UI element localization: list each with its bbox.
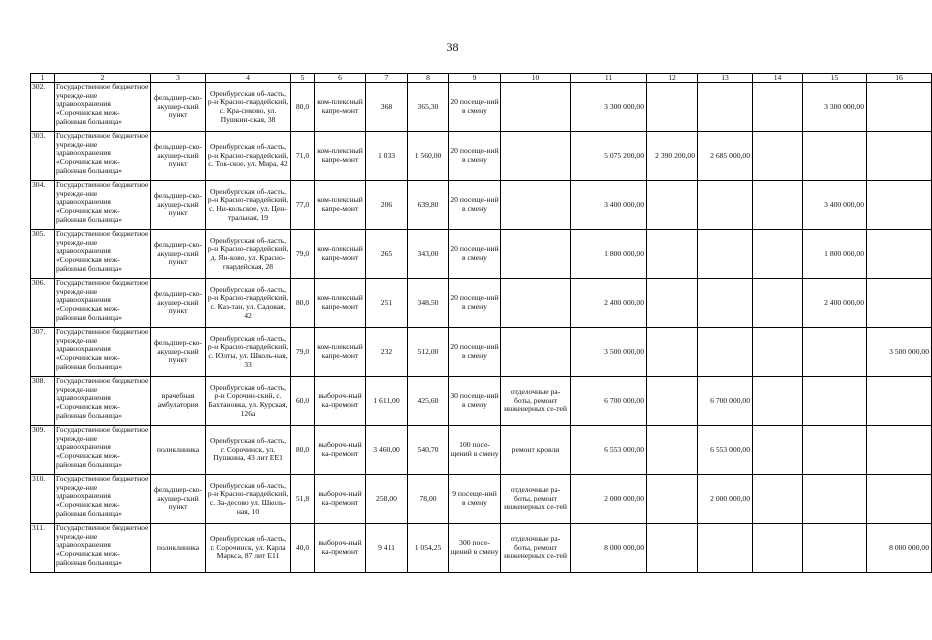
table-cell-col-16 [867, 377, 932, 426]
table-cell-col-9: 20 посеще-ний в смену [449, 132, 501, 181]
table-cell-col-13 [698, 524, 753, 573]
table-cell-col-1: 307. [31, 328, 55, 377]
table-cell-col-2: Государственное бюджетное учрежде-ние здравоохранения «Сорочинская меж-районная больница» [55, 377, 151, 426]
table-cell-col-3: фельдшер-ско-акушер-ский пункт [151, 279, 206, 328]
table-cell-col-15: 3 300 000,00 [803, 83, 867, 132]
table-cell-col-10 [501, 279, 571, 328]
table-cell-col-6: ком-плексный капре-монт [315, 230, 366, 279]
table-cell-col-3: фельдшер-ско-акушер-ский пункт [151, 181, 206, 230]
table-cell-col-4: Оренбургская об-ласть, р-н Красно-гвардейский, д. Ян-ково, ул. Красно-гвардейская, 28 [206, 230, 291, 279]
table-cell-col-3: врачебная амбулатория [151, 377, 206, 426]
table-cell-col-7: 1 611,00 [366, 377, 408, 426]
table-cell-col-15 [803, 524, 867, 573]
table-cell-col-8: 1 560,00 [408, 132, 449, 181]
table-cell-col-16 [867, 230, 932, 279]
table-cell-col-15: 2 400 000,00 [803, 279, 867, 328]
table-cell-col-1: 308. [31, 377, 55, 426]
table-cell-col-11: 5 075 200,00 [571, 132, 647, 181]
table-cell-col-7: 368 [366, 83, 408, 132]
column-header: 1 [31, 74, 55, 83]
table-cell-col-5: 79,0 [291, 230, 315, 279]
table-cell-col-12: 2 390 200,00 [647, 132, 698, 181]
table-cell-col-7: 9 411 [366, 524, 408, 573]
table-cell-col-16 [867, 426, 932, 475]
table-cell-col-14 [753, 181, 803, 230]
column-header: 15 [803, 74, 867, 83]
column-header: 8 [408, 74, 449, 83]
table-cell-col-12 [647, 230, 698, 279]
table-cell-col-7: 206 [366, 181, 408, 230]
table-cell-col-14 [753, 475, 803, 524]
table-cell-col-2: Государственное бюджетное учрежде-ние здравоохранения «Сорочинская меж-районная больница» [55, 524, 151, 573]
table-cell-col-1: 304. [31, 181, 55, 230]
table-row [31, 328, 932, 377]
table-cell-col-9: 30 посеще-ний в смену [449, 377, 501, 426]
table-cell-col-11: 1 800 000,00 [571, 230, 647, 279]
table-cell-col-6: ком-плексный капре-монт [315, 181, 366, 230]
table-cell-col-13: 6 700 000,00 [698, 377, 753, 426]
table-cell-col-6: ком-плексный капре-монт [315, 279, 366, 328]
table-cell-col-15 [803, 328, 867, 377]
table-cell-col-11: 6 700 000,00 [571, 377, 647, 426]
table-cell-col-15 [803, 377, 867, 426]
table-cell-col-1: 305. [31, 230, 55, 279]
table-cell-col-9: 300 посе-щений в смену [449, 524, 501, 573]
table-cell-col-16 [867, 181, 932, 230]
table-cell-col-7: 1 033 [366, 132, 408, 181]
table-row [31, 132, 932, 181]
table-cell-col-6: выбороч-ный ка-премонт [315, 475, 366, 524]
table-cell-col-9: 100 посе-щений в смену [449, 426, 501, 475]
page-number: 38 [446, 40, 459, 54]
table-cell-col-13: 2 000 000,00 [698, 475, 753, 524]
table-cell-col-14 [753, 279, 803, 328]
table-cell-col-11: 2 000 000,00 [571, 475, 647, 524]
table-cell-col-10 [501, 83, 571, 132]
table-cell-col-12 [647, 426, 698, 475]
table-cell-col-14 [753, 377, 803, 426]
table-cell-col-8: 639,80 [408, 181, 449, 230]
table-cell-col-14 [753, 426, 803, 475]
table-cell-col-11: 3 500 000,00 [571, 328, 647, 377]
table-cell-col-4: Оренбургская об-ласть, р-н Красно-гвардейский, с. Юлты, ул. Школь-ная, 33 [206, 328, 291, 377]
table-cell-col-1: 306. [31, 279, 55, 328]
table-row [31, 181, 932, 230]
table-cell-col-14 [753, 132, 803, 181]
table-cell-col-8: 365,30 [408, 83, 449, 132]
table-cell-col-9: 20 посеще-ний в смену [449, 279, 501, 328]
table-cell-col-16: 8 000 000,00 [867, 524, 932, 573]
table-cell-col-6: ком-плексный капре-монт [315, 132, 366, 181]
table-cell-col-11: 8 000 000,00 [571, 524, 647, 573]
table-cell-col-13: 2 685 000,00 [698, 132, 753, 181]
column-number-row [31, 74, 932, 83]
table-cell-col-2: Государственное бюджетное учрежде-ние здравоохранения «Сорочинская меж-районная больница» [55, 83, 151, 132]
table-cell-col-5: 51,8 [291, 475, 315, 524]
table-cell-col-12 [647, 377, 698, 426]
table-cell-col-7: 258,00 [366, 475, 408, 524]
table-cell-col-5: 79,0 [291, 328, 315, 377]
table-cell-col-6: ком-плексный капре-монт [315, 328, 366, 377]
table-cell-col-4: Оренбургская об-ласть, г. Сорочинск, ул. Карла Маркса, 87 лит Е11 [206, 524, 291, 573]
table-cell-col-11: 6 553 000,00 [571, 426, 647, 475]
table-cell-col-16 [867, 132, 932, 181]
table-cell-col-5: 60,0 [291, 377, 315, 426]
table-cell-col-14 [753, 83, 803, 132]
table-cell-col-12 [647, 524, 698, 573]
table-cell-col-2: Государственное бюджетное учрежде-ние здравоохранения «Сорочинская меж-районная больница» [55, 426, 151, 475]
table-cell-col-2: Государственное бюджетное учрежде-ние здравоохранения «Сорочинская меж-районная больница» [55, 279, 151, 328]
table-cell-col-1: 310. [31, 475, 55, 524]
table-cell-col-16 [867, 279, 932, 328]
table-cell-col-10: отделочные ра-боты, ремонт инженерных се-тей [501, 377, 571, 426]
column-header: 4 [206, 74, 291, 83]
column-header: 9 [449, 74, 501, 83]
table-cell-col-11: 2 400 000,00 [571, 279, 647, 328]
table-cell-col-8: 1 054,25 [408, 524, 449, 573]
table-cell-col-2: Государственное бюджетное учрежде-ние здравоохранения «Сорочинская меж-районная больница» [55, 181, 151, 230]
table-cell-col-12 [647, 181, 698, 230]
table-cell-col-9: 20 посеще-ний в смену [449, 230, 501, 279]
table-cell-col-3: фельдшер-ско-акушер-ский пункт [151, 132, 206, 181]
table-cell-col-13: 6 553 000,00 [698, 426, 753, 475]
table-cell-col-14 [753, 524, 803, 573]
table-cell-col-15 [803, 426, 867, 475]
table-cell-col-5: 71,0 [291, 132, 315, 181]
table-cell-col-12 [647, 83, 698, 132]
table-cell-col-16: 3 500 000,00 [867, 328, 932, 377]
table-cell-col-10 [501, 328, 571, 377]
column-header: 6 [315, 74, 366, 83]
table-cell-col-2: Государственное бюджетное учрежде-ние здравоохранения «Сорочинская меж-районная больница» [55, 475, 151, 524]
table-cell-col-3: фельдшер-ско-акушер-ский пункт [151, 83, 206, 132]
table-cell-col-8: 348,50 [408, 279, 449, 328]
table-cell-col-7: 251 [366, 279, 408, 328]
table-cell-col-9: 20 посеще-ний в смену [449, 83, 501, 132]
table-cell-col-13 [698, 83, 753, 132]
table-cell-col-13 [698, 279, 753, 328]
table-cell-col-13 [698, 230, 753, 279]
table-cell-col-15 [803, 475, 867, 524]
table-cell-col-15 [803, 132, 867, 181]
column-header: 5 [291, 74, 315, 83]
table-cell-col-16 [867, 83, 932, 132]
table-cell-col-5: 80,0 [291, 426, 315, 475]
table-cell-col-4: Оренбургская об-ласть, р-н Красно-гвардейский, с. За-десово ул. Школь-ная, 10 [206, 475, 291, 524]
table-cell-col-3: фельдшер-ско-акушер-ский пункт [151, 230, 206, 279]
table-cell-col-6: ком-плексный капре-монт [315, 83, 366, 132]
column-header: 10 [501, 74, 571, 83]
table-cell-col-1: 303. [31, 132, 55, 181]
table-cell-col-7: 232 [366, 328, 408, 377]
table-cell-col-3: поликлиника [151, 426, 206, 475]
column-header: 12 [647, 74, 698, 83]
table-cell-col-6: выбороч-ный ка-премонт [315, 426, 366, 475]
table-cell-col-2: Государственное бюджетное учрежде-ние здравоохранения «Сорочинская меж-районная больница» [55, 132, 151, 181]
table-cell-col-14 [753, 328, 803, 377]
table-cell-col-3: фельдшер-ско-акушер-ский пункт [151, 475, 206, 524]
table-cell-col-13 [698, 328, 753, 377]
table-cell-col-8: 425,60 [408, 377, 449, 426]
table-cell-col-1: 302. [31, 83, 55, 132]
column-header: 13 [698, 74, 753, 83]
table-cell-col-10: отделочные ра-боты, ремонт инженерных се-тей [501, 475, 571, 524]
column-header: 3 [151, 74, 206, 83]
table-cell-col-8: 512,00 [408, 328, 449, 377]
table-cell-col-11: 3 300 000,00 [571, 83, 647, 132]
table-cell-col-16 [867, 475, 932, 524]
table-cell-col-1: 311. [31, 524, 55, 573]
table-cell-col-5: 77,0 [291, 181, 315, 230]
table-cell-col-10 [501, 230, 571, 279]
table-cell-col-10 [501, 132, 571, 181]
table-row [31, 279, 932, 328]
table-cell-col-5: 80,0 [291, 279, 315, 328]
table-cell-col-3: поликлиника [151, 524, 206, 573]
table-cell-col-2: Государственное бюджетное учрежде-ние здравоохранения «Сорочинская меж-районная больница» [55, 328, 151, 377]
column-header: 14 [753, 74, 803, 83]
table-cell-col-4: Оренбургская об-ласть, р-н Красно-гвардейский, с. Ток-ское, ул. Мира, 42 [206, 132, 291, 181]
register-table [30, 73, 932, 573]
table-cell-col-10: отделочные ра-боты, ремонт инженерных се-тей [501, 524, 571, 573]
table-cell-col-6: выбороч-ный ка-премонт [315, 377, 366, 426]
table-row [31, 83, 932, 132]
table-row [31, 426, 932, 475]
table-cell-col-9: 9 посеще-ний в смену [449, 475, 501, 524]
table-cell-col-10: ремонт кровли [501, 426, 571, 475]
column-header: 11 [571, 74, 647, 83]
table-cell-col-8: 540,70 [408, 426, 449, 475]
table-cell-col-8: 343,00 [408, 230, 449, 279]
table-cell-col-15: 3 400 000,00 [803, 181, 867, 230]
table-cell-col-2: Государственное бюджетное учрежде-ние здравоохранения «Сорочинская меж-районная больница» [55, 230, 151, 279]
column-header: 2 [55, 74, 151, 83]
table-cell-col-6: выбороч-ный ка-премонт [315, 524, 366, 573]
column-header: 16 [867, 74, 932, 83]
table-cell-col-12 [647, 279, 698, 328]
table-cell-col-4: Оренбургская об-ласть, р-н Сорочин-ский, с. Бахтановка, ул. Курская, 126а [206, 377, 291, 426]
table-cell-col-10 [501, 181, 571, 230]
table-cell-col-4: Оренбургская об-ласть, р-н Красно-гвардейский, с. Каз-тан, ул. Садовая, 42 [206, 279, 291, 328]
table-cell-col-9: 20 посеще-ний в смену [449, 181, 501, 230]
table-cell-col-14 [753, 230, 803, 279]
table-cell-col-1: 309. [31, 426, 55, 475]
table-cell-col-12 [647, 328, 698, 377]
table-row [31, 475, 932, 524]
table-cell-col-7: 3 460,00 [366, 426, 408, 475]
table-row [31, 230, 932, 279]
table-row [31, 377, 932, 426]
table-row [31, 524, 932, 573]
table-cell-col-9: 20 посеще-ний в смену [449, 328, 501, 377]
table-cell-col-5: 40,0 [291, 524, 315, 573]
table-cell-col-13 [698, 181, 753, 230]
table-cell-col-7: 265 [366, 230, 408, 279]
table-cell-col-5: 80,0 [291, 83, 315, 132]
column-header: 7 [366, 74, 408, 83]
table-cell-col-12 [647, 475, 698, 524]
table-cell-col-4: Оренбургская об-ласть, р-н Красно-гвардейский, с. Кра-сиково, ул. Пушкин-ская, 38 [206, 83, 291, 132]
table-cell-col-15: 1 800 000,00 [803, 230, 867, 279]
table-cell-col-8: 78,00 [408, 475, 449, 524]
table-cell-col-3: фельдшер-ско-акушер-ский пункт [151, 328, 206, 377]
table-cell-col-4: Оренбургская об-ласть, г. Сорочинск, ул. Пушкина, 43 лит ЕЕ1 [206, 426, 291, 475]
table-cell-col-4: Оренбургская об-ласть, р-н Красно-гвардейский, с. Ни-кольское, ул. Цен-тральная, 19 [206, 181, 291, 230]
table-cell-col-11: 3 400 000,00 [571, 181, 647, 230]
